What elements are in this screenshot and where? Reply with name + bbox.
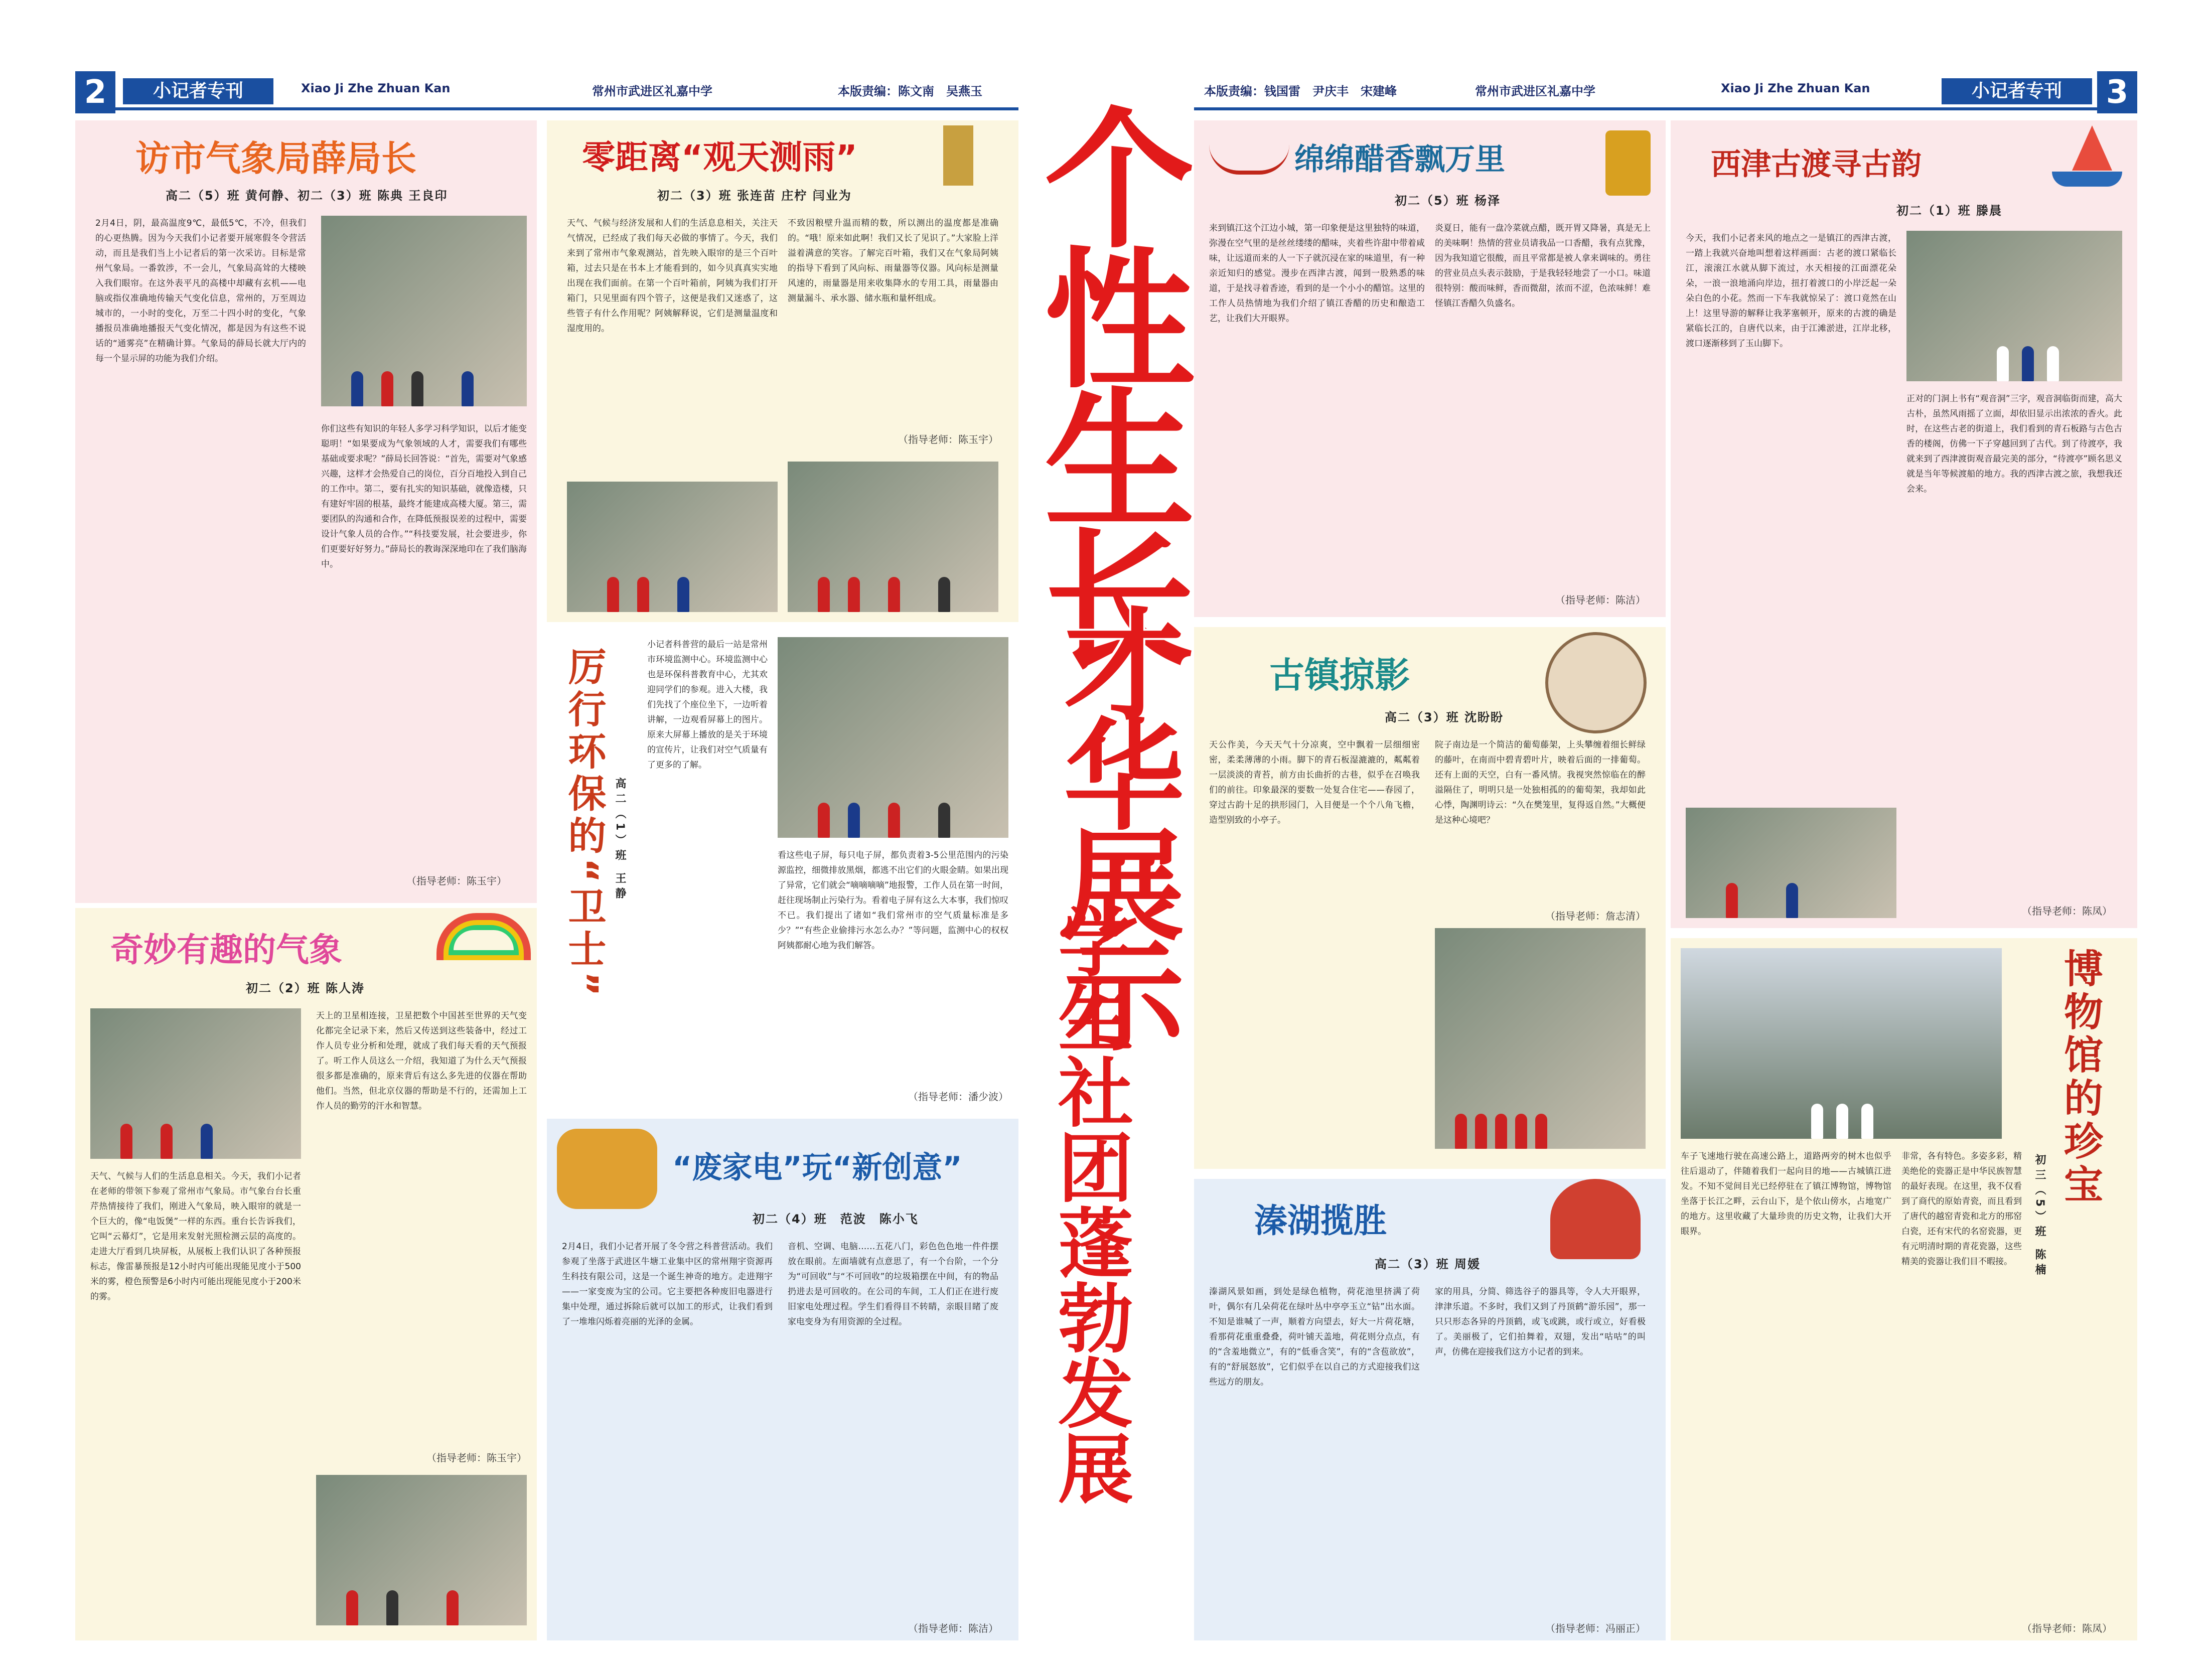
article-body: 2月4日，我们小记者开展了冬令营之科普营活动。我们参观了坐落于武进区牛塘工业集中区的常州翔宇资源再生科技有限公司，这是一个诞生神奇的地方。走进翔宇——一家变废为宝的公司。它主要把各种废旧电器进行集中处理，通过拆除后就可以加工的形式，让我们看到了一堆堆闪烁着亮丽的光泽的金属。 bbox=[562, 1242, 773, 1327]
photo-weather-1 bbox=[90, 1008, 301, 1159]
article-byline: 初二（4）班 范波 陈小飞 bbox=[753, 1212, 919, 1226]
teacher-note: （指导老师：陈凤） bbox=[2022, 905, 2112, 917]
school-name: 常州市武进区礼嘉中学 bbox=[1475, 84, 1595, 98]
article-title: 西津古渡寻古韵 bbox=[1711, 147, 1922, 182]
town-emblem-icon bbox=[1545, 632, 1647, 733]
article-body-2: 正对的门洞上书有“观音洞”三字，观音洞临街而建，高大古朴，虽然风雨摇了立面，却依旧显示出浓浓的香火。此时，在这些古老的街道上，我们看到的青石板路与古色古香的楼阁，仿佛一下子穿越回到了古代。到了待渡亭，我就来到了西津渡街观音最完美的部分，“待渡亭”顾名思义就是当年等候渡船的地方。我的西津古渡之旅，我想我还会来。 bbox=[1906, 394, 2122, 494]
brush-pot-icon bbox=[1605, 130, 1651, 196]
article-body-2: 天气、气候与人们的生活息息相关。今天，我们小记者在老师的带领下参观了常州市气象局。市气象台台长重芹热情接待了我们，刚进入气象局，映入眼帘的就是一个巨大的，像“电饭煲”一样的东西。重台长告诉我们，它叫“云幕灯”，它是用来发射光照检测云层的高度的。走进大厅看到几块屏板，从展板上我们认识了各种预报标志，像雷暴预报是12小时内可能出现能见度小于500米的雾，橙色预警是6小时内可能出现能见度小于200米的雾。 bbox=[90, 1171, 301, 1302]
article-body: 天上的卫星相连接，卫星把数个中国甚至世界的天气变化都完全记录下来，然后又传送到这些装备中，经过工作人员专业分析和处理，就成了我们每天看的天气预报了。听工作人员这么一介绍，我知道了为什么天气预报很多都是准确的，原来背后有这么多先进的仪器在帮助他们。当然，但北京仪器的帮助是不行的，还需加上工作人员的勤劳的汗水和智慧。 bbox=[316, 1011, 527, 1111]
article-body: 2月4日，阴，最高温度9℃，最低5℃，不冷，但我们的心更热腾。因为今天我们小记者要开展寒假冬令营活动，而且是我们当上小记者后的第一次采访。目标是常州气象局。一番敦涉，不一会儿，气象局高耸的大楼映入我们眼帘。在这外表平凡的高楼中却藏有玄机——电脑或指仪准确地传输天气变化信息，常州的，万至周边城市的，一小时的变化，万至二十四小时的变化，气象播报员准确地播报天气变化情况，都是因为有这些不说话的“通雾亮”在精确计算。气象局的薛局长就大厅内的每一个显示屏的功能为我们介绍。 bbox=[95, 218, 306, 364]
school-name: 常州市武进区礼嘉中学 bbox=[592, 84, 712, 98]
page-number: 2 bbox=[75, 71, 115, 113]
article-byline: 高二（3）班 周媛 bbox=[1375, 1257, 1481, 1271]
rainbow-icon bbox=[436, 913, 531, 960]
swirl-decoration-icon bbox=[1209, 140, 1289, 175]
teacher-note: （指导老师：冯丽正） bbox=[1545, 1622, 1646, 1634]
right-header bbox=[1194, 75, 2137, 110]
column-pinyin: Xiao Ji Zhe Zhuan Kan bbox=[1721, 81, 1870, 95]
article-title: 零距离“观天测雨” bbox=[582, 138, 857, 177]
center-slogan-lower bbox=[1023, 903, 1189, 1605]
photo-meteo-1 bbox=[321, 216, 527, 406]
article-byline: 初二（1）班 滕晨 bbox=[1896, 204, 2003, 218]
right-page bbox=[1194, 75, 2137, 1640]
article-byline: 初三（5）班 陈楠 bbox=[2033, 1154, 2046, 1279]
article-title: 厉行环保的“卫士” bbox=[562, 647, 607, 1000]
teacher-note: （指导老师：潘少波） bbox=[908, 1091, 1008, 1103]
article-title: “废家电”玩“新创意” bbox=[672, 1150, 962, 1185]
teacher-note: （指导老师：陈玉宇） bbox=[426, 1452, 527, 1464]
article-lake bbox=[1194, 1179, 1666, 1640]
slogan-line-2: 才华展示 bbox=[1044, 602, 1184, 1043]
photo-rain-1 bbox=[567, 482, 778, 612]
article-body-2: 非常，各有特色。多姿多彩，精美绝伦的瓷器正是中华民族智慧的最好表现。在这里，我不仅看到了商代的原始青瓷，而且看到了唐代的越窑青瓷和北方的邢窑白瓷，还有宋代的名窑瓷器，更有元明清时期的青花瓷器，这些精美的瓷器让我们目不暇接。 bbox=[1901, 1151, 2022, 1267]
left-page bbox=[75, 75, 1018, 1640]
teacher-note: （指导老师：陈凤） bbox=[2022, 1622, 2112, 1634]
photo-env-1 bbox=[778, 637, 1008, 838]
teacher-note: （指导老师：陈洁） bbox=[908, 1622, 998, 1634]
article-byline: 高二（5）班 黄何静、初二（3）班 陈典 王良印 bbox=[166, 189, 448, 203]
article-title: 古镇掠影 bbox=[1269, 655, 1410, 696]
article-vinegar bbox=[1194, 120, 1666, 617]
article-body-2: 音机、空调、电脑……五花八门，彩色色色地一件件摆放在眼前。左面墙就有点意思了，有一个台阶，一个分为“可回收”与“不可回收”的垃圾箱摆在中间，有的物品扔进去是可回收的。在公司的车间，工人们正在进行废旧家电处理过程。学生们看得目不转睛，亲眼目睹了废家电变身为有用资源的全过程。 bbox=[788, 1242, 998, 1327]
article-body-2: 炎夏日，能有一盘冷菜就点醋，既开胃又降暑，真是无上的美味啊！热情的营业员请我品一口香醋，我有点犹豫，因为我知道它很酸，而且平常都是被人拿来调味的。勇往的营业员点头表示鼓励，于是我轻轻地尝了一小口。味道很特别：酸而味鲜，香而微甜，浓而不涩，色浓味鲜！难怪镇江香醋久负盛名。 bbox=[1435, 223, 1651, 309]
article-body: 天气、气候与经济发展和人们的生活息息相关，关注天气情况，已经成了我们每天必做的事情了。今天，我们来到了常州市气象观测站，首先映入眼帘的是三个百叶箱，过去只是在书本上才能看到的，如今贝真真实实地出现在我们面前。在第一个百叶箱前，阿姨为我们打开箱门，只见里面有四个管子，这便是我们又迷惑了，这些管子有什么作用呢？阿姨解释说，它们是测量温度和湿度用的。 bbox=[567, 218, 778, 334]
article-title: 访市气象局薛局长 bbox=[135, 138, 416, 179]
article-body-2: 你们这些有知识的年轻人多学习科学知识，以后才能变聪明！“如果要成为气象领域的人才，需要我们有哪些基础或要求呢？”薛局长回答说：“首先，需要对气象感兴趣，这样才会热爱自己的岗位，百分百地投入到自己的工作中。第二，要有扎实的知识基础，就像造楼，只有建好牢固的根基，最终才能建成高楼大厦。第三，需要团队的沟通和合作，在降低预报误差的过程中，需要设计气象人员的合作。”“科技要发展，社会要进步，你们更要好好努力。”薛局长的教诲深深地印在了我们脑海中。 bbox=[321, 424, 527, 569]
photo-museum-1 bbox=[1681, 948, 2002, 1139]
article-body: 来到镇江这个江边小城，第一印象便是这里独特的味道，弥漫在空气里的是丝丝缕缕的醋味，夹着些许甜中带着咸味，让远道而来的人一下子就沉浸在家的味道里，有一种亲近知归的感觉。漫步在西津古渡，闻到一股熟悉的味道，于是找寻着香迹，看到的是一个小小的醋馆。这里的工作人员热情地为我们介绍了镇江香醋的历史和酿造工艺，让我们大开眼界。 bbox=[1209, 223, 1425, 324]
article-title: 博物馆的珍宝 bbox=[2057, 948, 2103, 1207]
page-number: 3 bbox=[2097, 71, 2137, 113]
thermometer-icon bbox=[943, 125, 973, 186]
article-body-2: 院子南边是一个简洁的葡萄藤架，上头攀缠着细长鲜绿的藤叶，在南而中碧青碧叶片，映着后面的一排葡萄。还有上面的天空，白有一番风情。我视突然惊临在的醉溢隔住了，明明只是一处独相孤的的葡萄架，我却如此心悸，陶渊明诗云：“久在樊笼里，复得返自然。”大概便是这种心境吧？ bbox=[1435, 740, 1646, 825]
editors: 本版责编：陈文南 吴燕玉 bbox=[838, 84, 982, 98]
article-weather bbox=[75, 908, 537, 1640]
sailboat-icon bbox=[2052, 125, 2122, 191]
article-body: 今天，我们小记者来风的地点之一是镇江的西津古渡，一踏上我就兴奋地叫想着这样画面：古老的渡口紧临长江，滚滚江水就从脚下流过，水天相接的江面漂花朵朵，一浪一浪地涌向岸边，扭打着渡口的小岸泛起一朵朵白色的小花。然而一下车我就惊呆了：渡口竟然在山上！这里导游的解释让我茅塞顿开，原来的古渡的确是紧临长江的，自唐代以来，由于江滩淤进，江岸北移，渡口逐渐移到了玉山脚下。 bbox=[1686, 233, 1896, 349]
article-byline: 初二（3）班 张连苗 庄柠 闫业为 bbox=[657, 189, 852, 203]
article-byline: 高二（3）班 沈盼盼 bbox=[1385, 710, 1504, 724]
ornament-icon bbox=[1550, 1179, 1641, 1259]
article-body-2: 不致因粮壁升温而精的数，所以测出的温度都是准确的。“哦！原来如此啊！我们又长了见识了。”大家脸上洋溢着满意的笑容。了解完百叶箱，我们又在气象局阿姨的指导下看到了风向标、雨量器等仪器。风向标是测量风速的，雨量器是用来收集降水的专用工具，雨量器由测量漏斗、承水器、储水瓶和量杯组成。 bbox=[788, 218, 998, 304]
article-byline: 初二（5）班 杨泽 bbox=[1395, 194, 1501, 208]
left-header bbox=[75, 75, 1018, 110]
article-town bbox=[1194, 627, 1666, 1169]
column-title: 小记者专刊 bbox=[1942, 78, 2092, 104]
article-body: 小记者科普营的最后一站是常州市环境监测中心。环境监测中心也是环保科普教育中心，尤其欢迎同学们的参观。进入大楼，我们先找了个座位坐下，一边听着讲解，一边观看屏幕上的图片。原来大屏幕上播放的是关于环境的宣传片，让我们对空气质量有了更多的了解。 bbox=[647, 640, 768, 770]
article-body-2: 家的用具，分简、筛选谷子的器具等，令人大开眼界，津津乐道。不多时，我们又到了丹顶鹤“游乐园”，那一只只形态各异的丹顶鹤，或飞或跳，或行或立，好看极了。美丽极了，它们拍舞着，双翅，发出“咕咕”的叫声，仿佛在迎接我们这方小记者的到来。 bbox=[1435, 1287, 1646, 1357]
article-body-2: 看这些电子屏，每只电子屏，都负责着3-5公里范围内的污染源监控，细微排放黑烟，都逃不出它们的火眼金睛。如果出现了异常，它们就会“嘀嘀嘀嘀”地报警，工作人员在第一时间，赶往现场制止污染行为。看着电子屏有这么大本事，我们惊叹不已。我们提出了诸如“我们常州市的空气质量标准是多少？”“有些企业偷排污水怎么办？”等问题，监测中心的权权阿姨都耐心地为我们解答。 bbox=[778, 850, 1008, 951]
column-title: 小记者专刊 bbox=[123, 78, 273, 104]
photo-rain-2 bbox=[788, 462, 998, 612]
article-body: 溱湖风景如画，到处是绿色植物，荷花池里挤满了荷叶，偶尔有几朵荷花在绿叶丛中亭亭玉立“钻”出水面。不知是谁喊了一声，顺着方向望去，好大一片荷花塘，看那荷花重重叠叠，荷叶铺天盖地，荷花则分点点，有的“含羞地微立”，有的“低垂含笑”，有的“含苞欲放”，有的“舒展怒放”，它们似乎在以自己的方式迎接我们这些远方的朋友。 bbox=[1209, 1287, 1420, 1387]
teacher-note: （指导老师：詹志清） bbox=[1545, 910, 1646, 922]
photo-ferry-1 bbox=[1906, 231, 2122, 381]
editors: 本版责编：钱国雷 尹庆丰 宋建峰 bbox=[1204, 84, 1397, 98]
teacher-note: （指导老师：陈玉宇） bbox=[406, 875, 507, 887]
teacher-note: （指导老师：陈玉宇） bbox=[898, 433, 998, 445]
photo-town-1 bbox=[1435, 928, 1646, 1149]
article-title: 绵绵醋香飘万里 bbox=[1294, 142, 1505, 177]
slogan-line-3: 学生社团蓬勃发展 bbox=[1045, 903, 1132, 1505]
article-body: 天公作美，今天天气十分凉爽，空中飘着一层细细密密，柔柔薄薄的小雨。脚下的青石板湿漉漉的，粼粼着一层淡淡的青苔，前方由长曲折的古巷，似乎在召唤我们的前往。印象最深的要数一处复合住宅——春园了，穿过古韵十足的拱形园门，入目便是一个个八角飞檐，造型别致的小亭子。 bbox=[1209, 740, 1420, 825]
article-env bbox=[547, 627, 1018, 1109]
article-rain bbox=[547, 120, 1018, 622]
article-ferry bbox=[1671, 120, 2137, 928]
photo-ferry-2 bbox=[1686, 808, 1896, 918]
article-museum bbox=[1671, 938, 2137, 1640]
column-pinyin: Xiao Ji Zhe Zhuan Kan bbox=[301, 81, 451, 95]
article-meteo bbox=[75, 120, 537, 903]
appliance-illustration-icon bbox=[557, 1129, 657, 1209]
teacher-note: （指导老师：陈洁） bbox=[1555, 594, 1646, 606]
article-title: 溱湖揽胜 bbox=[1254, 1201, 1387, 1240]
photo-weather-2 bbox=[316, 1475, 527, 1625]
article-byline: 高二（1）班 王静 bbox=[614, 778, 626, 902]
article-title: 奇妙有趣的气象 bbox=[110, 931, 342, 969]
slogan-line-1: 个性生长 bbox=[1019, 100, 1194, 662]
article-byline: 初二（2）班 陈人涛 bbox=[246, 981, 365, 995]
article-body: 车子飞速地行驶在高速公路上，道路两旁的树木也似乎往后退动了，伴随着我们一起向目的地——古城镇江进发。不知不觉间目光已经停驻在了镇江博物馆，博物馆坐落于长江之畔，云台山下，是个依山傍水，占地宽广的地方。这里收藏了大量珍贵的历史文物，让我们大开眼界。 bbox=[1681, 1151, 1891, 1237]
article-appliance bbox=[547, 1119, 1018, 1640]
